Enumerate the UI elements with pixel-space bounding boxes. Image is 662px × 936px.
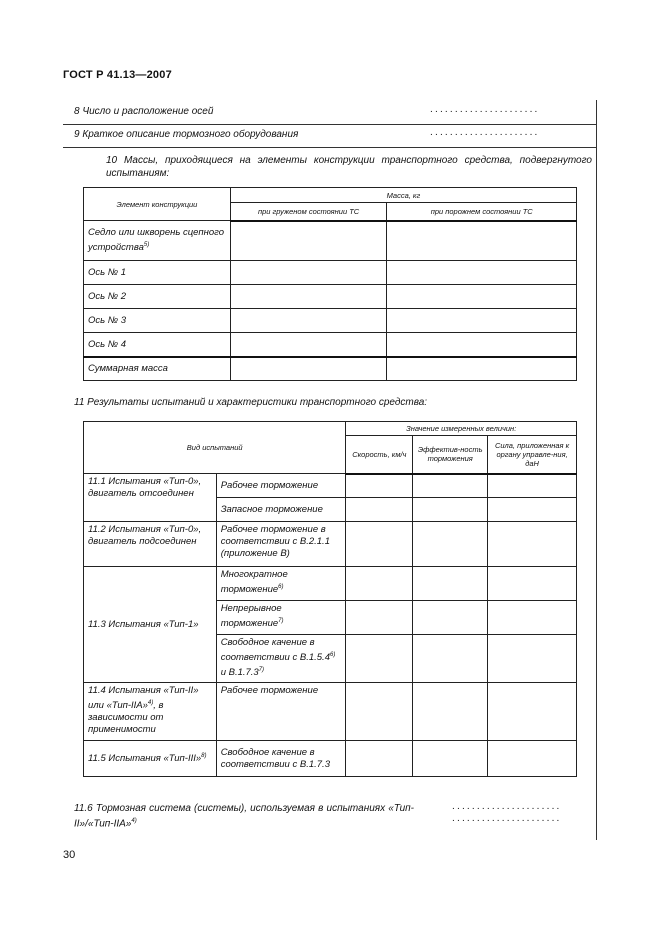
value-cell	[346, 498, 413, 522]
item-8-label: 8 Число и расположение осей	[74, 106, 214, 117]
mass-cell	[230, 309, 387, 333]
mass-row-label: Седло или шкворень сцепного устройства$^{5)}$	[84, 221, 231, 261]
test-mode-label: Рабочее торможение	[216, 683, 346, 741]
mass-cell	[387, 285, 577, 309]
mass-cell	[387, 357, 577, 381]
page-number: 30	[63, 849, 76, 861]
test-mode-label: Свободное качение в соответствии с В.1.7.3	[216, 741, 346, 777]
value-cell	[413, 567, 488, 601]
value-cell	[413, 683, 488, 741]
col-mass-header: Масса, кг	[230, 188, 576, 203]
item-11-6-dots: ......................	[452, 801, 562, 812]
item-10-label: 10 Массы, приходящиеся на элементы конструкции транспортного средства, подвергнутого испытаниям:	[106, 155, 592, 179]
value-cell	[488, 601, 577, 635]
test-group-label: 11.2 Испытания «Тип-0», двигатель подсоединен	[84, 522, 217, 567]
row-divider	[63, 147, 597, 148]
item-9-label: 9 Краткое описание тормозного оборудования	[74, 129, 299, 140]
value-cell	[413, 601, 488, 635]
page-header: ГОСТ Р 41.13—2007	[63, 69, 172, 81]
value-cell	[488, 567, 577, 601]
mass-cell	[387, 333, 577, 357]
mass-cell	[230, 285, 387, 309]
value-cell	[413, 498, 488, 522]
mass-cell	[387, 261, 577, 285]
test-group-label: 11.1 Испытания «Тип-0», двигатель отсоединен	[84, 474, 217, 522]
value-cell	[488, 683, 577, 741]
mass-cell	[387, 309, 577, 333]
value-cell	[413, 635, 488, 683]
col-speed-header: Скорость, км/ч	[346, 436, 413, 474]
mass-row-label: Ось № 2	[84, 285, 231, 309]
test-mode-label: Свободное качение в соответствии с В.1.5.4$^{6)}$ и В.1.7.3$^{7)}$	[216, 635, 346, 683]
value-cell	[346, 635, 413, 683]
results-table	[83, 421, 577, 777]
mass-row-label: Суммарная масса	[84, 357, 231, 381]
row-divider	[63, 124, 597, 125]
col-element-header: Элемент конструкции	[84, 188, 231, 221]
value-cell	[488, 741, 577, 777]
mass-cell	[230, 221, 387, 261]
mass-table	[83, 187, 577, 381]
value-cell	[488, 635, 577, 683]
test-mode-label: Рабочее торможение в соответствии с В.2.1.1 (приложение В)	[216, 522, 346, 567]
value-cell	[413, 474, 488, 498]
item-11-label: 11 Результаты испытаний и характеристики транспортного средства:	[74, 397, 428, 408]
item-9-dots: ......................	[430, 127, 540, 138]
value-cell	[346, 741, 413, 777]
value-cell	[488, 522, 577, 567]
value-cell	[346, 683, 413, 741]
mass-row-label: Ось № 3	[84, 309, 231, 333]
item-11-6-label: 11.6 Тормозная система (системы), используемая в испытаниях «Тип-II»/«Тип-IIA»$^{4)}$	[74, 803, 414, 830]
test-group-label: 11.3 Испытания «Тип-1»	[84, 567, 217, 683]
item-8-dots: ......................	[430, 104, 540, 115]
test-group-label: 11.4 Испытания «Тип-II» или «Тип-IIA»$^{4)}$, в зависимости от применимости	[84, 683, 217, 741]
mass-cell	[230, 261, 387, 285]
test-mode-label: Многократное торможение$^{6)}$	[216, 567, 346, 601]
value-cell	[413, 741, 488, 777]
test-mode-label: Запасное торможение	[216, 498, 346, 522]
value-cell	[413, 522, 488, 567]
value-cell	[346, 567, 413, 601]
col-measured-header: Значение измеренных величин:	[346, 422, 577, 436]
mass-cell	[387, 221, 577, 261]
value-cell	[346, 601, 413, 635]
item-11-6-dots-2: ......................	[452, 813, 562, 824]
value-cell	[488, 498, 577, 522]
value-cell	[488, 474, 577, 498]
mass-cell	[230, 357, 387, 381]
test-mode-label: Непрерывное торможение$^{7)}$	[216, 601, 346, 635]
value-cell	[346, 522, 413, 567]
col-loaded-header: при груженом состоянии ТС	[230, 203, 387, 221]
mass-row-label: Ось № 1	[84, 261, 231, 285]
test-mode-label: Рабочее торможение	[216, 474, 346, 498]
col-force-header: Сила, приложенная к органу управле-ния, даН	[488, 436, 577, 474]
col-empty-header: при порожнем состоянии ТС	[387, 203, 577, 221]
col-type-header: Вид испытаний	[84, 422, 346, 474]
mass-row-label: Ось № 4	[84, 333, 231, 357]
col-eff-header: Эффектив-ность торможения	[413, 436, 488, 474]
test-group-label: 11.5 Испытания «Тип-III»$^{8)}$	[84, 741, 217, 777]
value-cell	[346, 474, 413, 498]
frame-right-border	[596, 100, 597, 840]
mass-cell	[230, 333, 387, 357]
